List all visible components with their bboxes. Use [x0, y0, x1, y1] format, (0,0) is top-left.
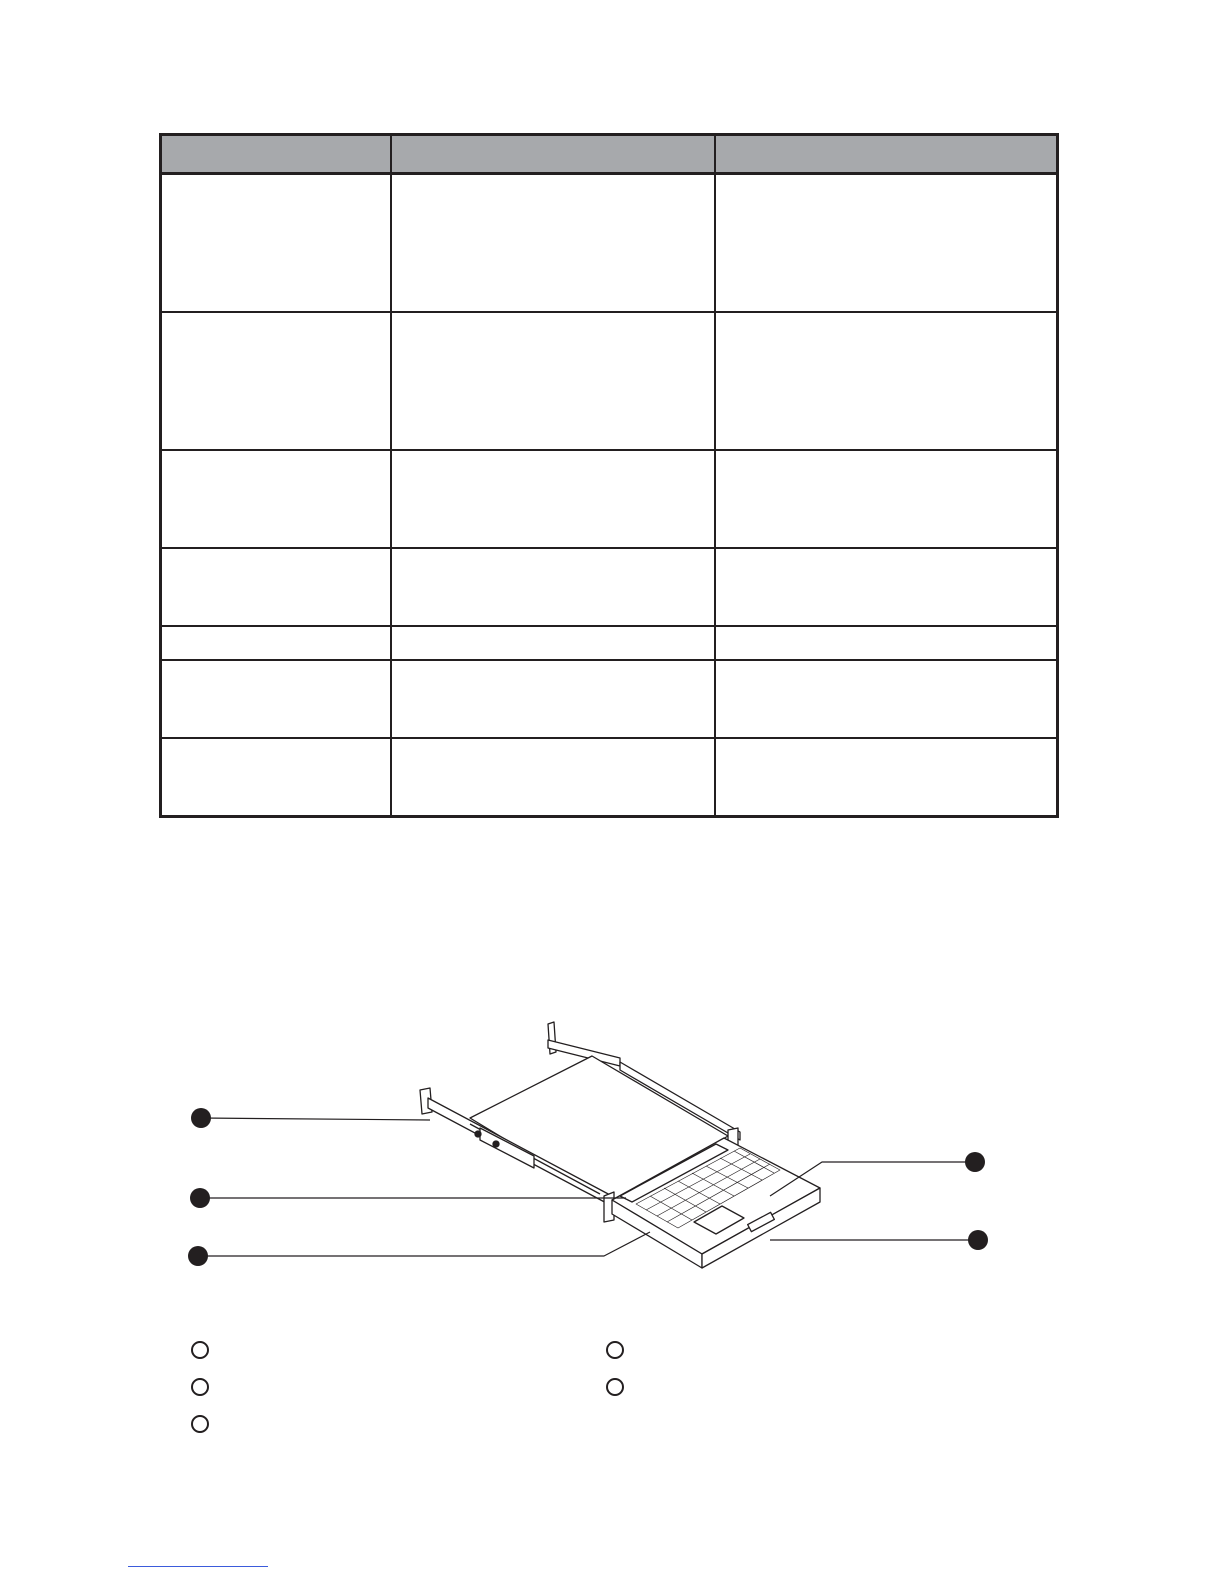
specifications-table — [159, 133, 1059, 818]
callout-circle-icon — [191, 1415, 209, 1433]
legend-item — [606, 1378, 634, 1396]
callout-circle-icon — [191, 1378, 209, 1396]
table-cell — [715, 450, 1058, 548]
kvm-drawer-diagram — [0, 1000, 1225, 1300]
table-row — [161, 626, 1058, 660]
table-cell — [715, 548, 1058, 626]
header-cell — [391, 135, 715, 174]
table-cell — [161, 660, 391, 738]
table-cell — [161, 626, 391, 660]
table-cell — [161, 174, 391, 313]
table-row — [161, 174, 1058, 313]
callout-circle-icon — [191, 1341, 209, 1359]
table-row — [161, 738, 1058, 817]
table-cell — [715, 174, 1058, 313]
table-cell — [161, 738, 391, 817]
table-cell — [715, 626, 1058, 660]
table-cell — [715, 312, 1058, 450]
table-cell — [391, 450, 715, 548]
table-cell — [391, 312, 715, 450]
callout-circle-icon — [606, 1341, 624, 1359]
table-cell — [715, 738, 1058, 817]
table-cell — [161, 450, 391, 548]
table-row — [161, 312, 1058, 450]
table-cell — [391, 174, 715, 313]
table-row — [161, 660, 1058, 738]
table-cell — [161, 312, 391, 450]
table-cell — [715, 660, 1058, 738]
table-cell — [391, 738, 715, 817]
table-cell — [161, 548, 391, 626]
legend-item — [191, 1378, 219, 1396]
table-cell — [391, 626, 715, 660]
legend-item — [191, 1341, 219, 1359]
footer-link[interactable] — [128, 1566, 268, 1567]
legend-item — [191, 1415, 219, 1433]
header-cell — [715, 135, 1058, 174]
legend-item — [606, 1341, 634, 1359]
table-cell — [391, 548, 715, 626]
table-header-row — [161, 135, 1058, 174]
table-row — [161, 450, 1058, 548]
callout-circle-icon — [606, 1378, 624, 1396]
table-row — [161, 548, 1058, 626]
table-cell — [391, 660, 715, 738]
header-cell — [161, 135, 391, 174]
